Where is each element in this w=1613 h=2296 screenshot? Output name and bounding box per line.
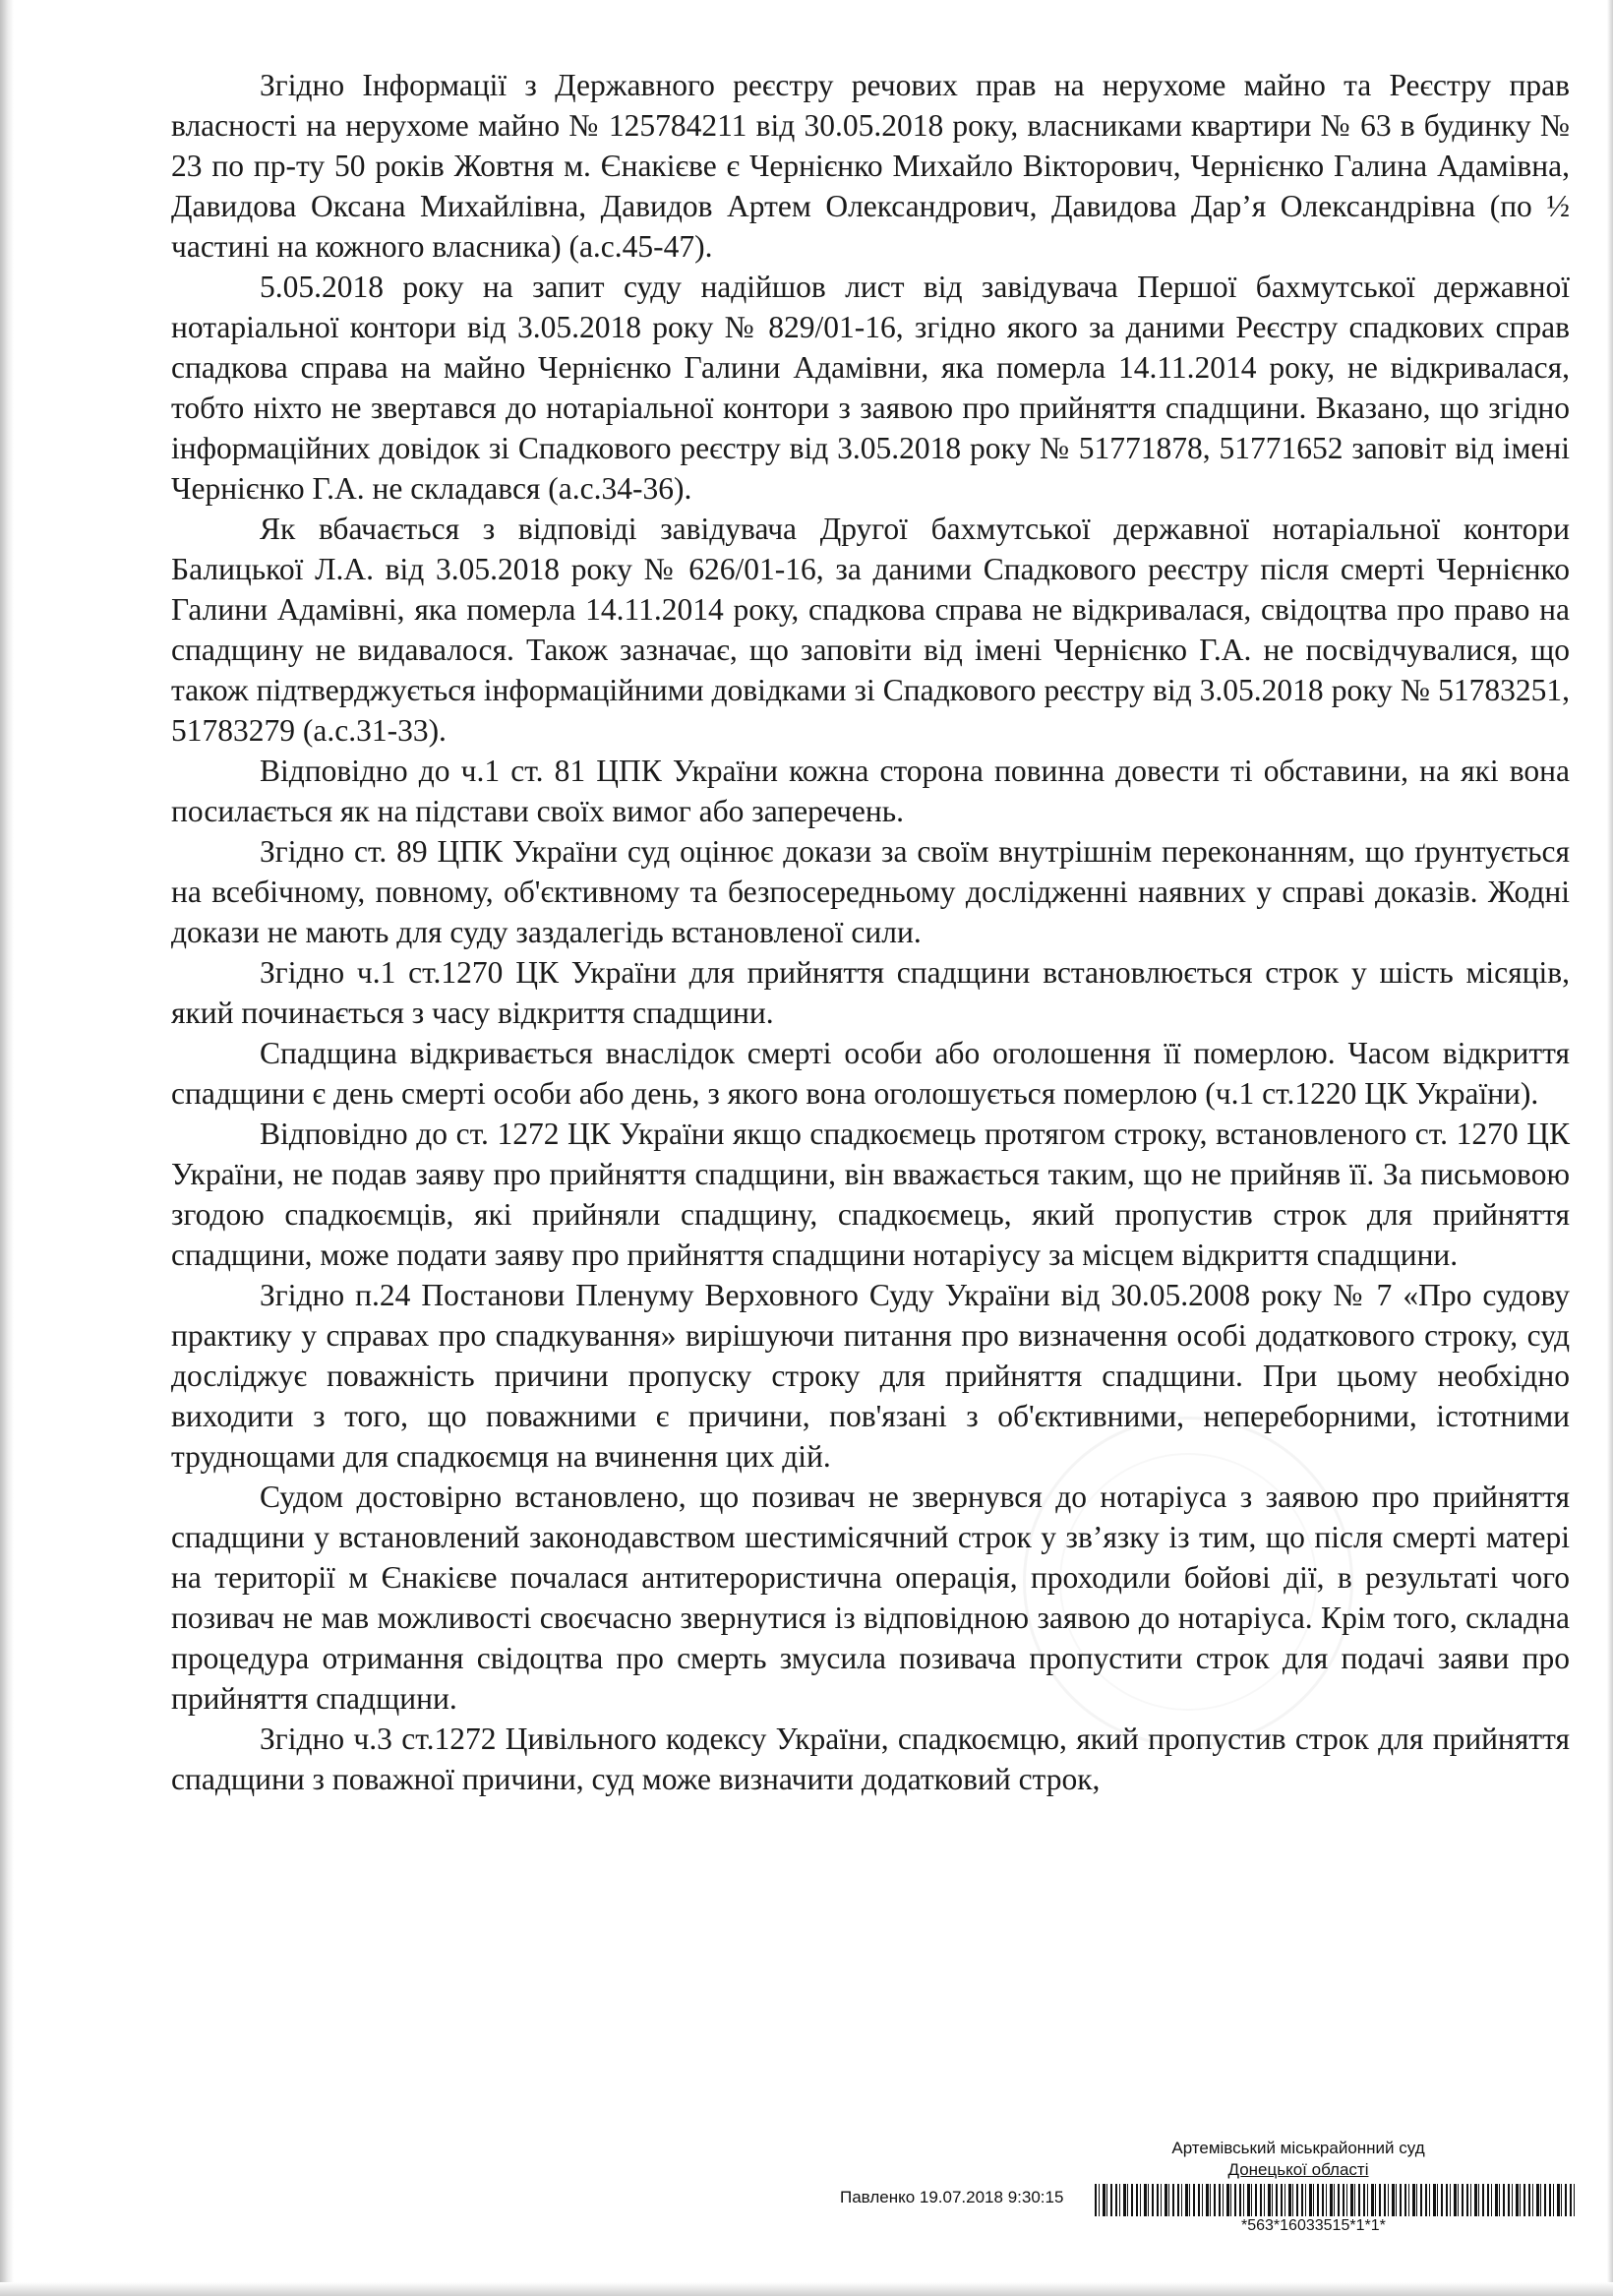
scan-page-edge (0, 0, 14, 2296)
paragraph-second-notary-reply: Як вбачається з відповіді завідувача Другої бахмутської державної нотаріальної контори Балицької Л.А. від 3.05.2018 року № 626/01-16, за даними Спадкового реєстру після смерті Чернієнко Галини Адамівні, яка померла 14.11.2014 року, спадкова справа не відкривалася, свідоцтва про право на спадщину не видавалося. Також зазначає, що заповіти від імені Чернієнко Г.А. не посвідчувалися, що також підтверджується інформаційними довідками зі Спадкового реєстру від 3.05.2018 року № 51783251, 51783279 (а.с.31-33). (171, 512, 1570, 748)
court-name-line: Артемівський міськрайонний суд (1171, 2139, 1425, 2157)
court-name-stamp (1082, 2138, 1515, 2181)
scan-page-edge (0, 2282, 1613, 2296)
barcode-number: *563*16033515*1*1* (1241, 2217, 1386, 2234)
paragraph-opening-of-inheritance: Спадщина відкривається внаслідок смерті особи або оголошення її померлою. Часом відкриття спадщини є день смерті особи або день, з якого вона оголошується померлою (ч.1 ст.1220 ЦК України). (171, 1036, 1570, 1111)
scan-page-edge (1607, 0, 1613, 2296)
paragraph-art1270-cc: Згідно ч.1 ст.1270 ЦК України для прийняття спадщини встановлюється строк у шість місяців, який починається з часу відкриття спадщини. (171, 955, 1570, 1030)
paragraph-art1272-cc: Відповідно до ст. 1272 ЦК України якщо спадкоємець протягом строку, встановленого ст. 1270 ЦК України, не подав заяву про прийняття спадщини, він вважається таким, що не прийняв її. За письмовою згодою спадкоємців, які прийняли спадщину, спадкоємець, який пропустив строк для прийняття спадщини, може подати заяву про прийняття спадщини нотаріусу за місцем відкриття спадщини. (171, 1117, 1570, 1272)
paragraph-plenum-resolution: Згідно п.24 Постанови Пленуму Верховного Суду України від 30.05.2008 року № 7 «Про судову практику у справах про спадкування» вирішуючи питання про визначення особі додаткового строку, суд досліджує поважність причини пропуску строку для прийняття спадщини. При цьому необхідно виходити з того, що поважними є причини, пов'язані з об'єктивними, непереборними, істотними труднощами для спадкоємця на вчинення цих дій. (171, 1278, 1570, 1474)
paragraph-registry-owners: Згідно Інформації з Державного реєстру речових прав на нерухоме майно та Реєстру прав власності на нерухоме майно № 125784211 від 30.05.2018 року, власниками квартири № 63 в будинку № 23 по пр-ту 50 років Жовтня м. Єнакієве є Чернієнко Михайло Вікторович, Чернієнко Галина Адамівна, Давидова Оксана Михайлівна, Давидов Артем Олександрович, Давидова Дар’я Олександрівна (по ½ частині на кожного власника) (а.с.45-47). (171, 68, 1570, 264)
paragraph-art1272-part3: Згідно ч.3 ст.1272 Цивільного кодексу України, спадкоємцю, який пропустив строк для прийняття спадщини з поважної причини, суд може визначити додатковий строк, (171, 1722, 1570, 1796)
paragraph-art81-cpc: Відповідно до ч.1 ст. 81 ЦПК України кожна сторона повинна довести ті обставини, на які вона посилається як на підстави своїх вимог або заперечень. (171, 754, 1570, 828)
paragraph-first-notary-reply: 5.05.2018 року на запит суду надійшов лист від завідувача Першої бахмутської державної нотаріальної контори від 3.05.2018 року № 829/01-16, згідно якого за даними Реєстру спадкових справ спадкова справа на майно Чернієнко Галини Адамівни, яка померла 14.11.2014 року, не відкривалася, тобто ніхто не звертався до нотаріальної контори з заявою про прийняття спадщини. Вказано, що згідно інформаційних довідок зі Спадкового реєстру від 3.05.2018 року № 51771878, 51771652 заповіт від імені Чернієнко Г.А. не складався (а.с.34-36). (171, 270, 1570, 506)
document-body (171, 65, 1570, 1799)
paragraph-court-findings: Судом достовірно встановлено, що позивач не звернувся до нотаріуса з заявою про прийняття спадщини у встановлений законодавством шестимісячний строк у зв’язку із тим, що після смерті матері на території м Єнакієве почалася антитерористична операція, проходили бойові дії, в результаті чого позивач не мав можливості своєчасно звернутися із відповідною заявою до нотаріуса. Крім того, складна процедура отримання свідоцтва про смерть змусила позивача пропустити строк для подачі заяви про прийняття спадщини. (171, 1480, 1570, 1716)
document-barcode (1095, 2184, 1577, 2216)
registration-stamp: Павленко 19.07.2018 9:30:15 (840, 2188, 1064, 2206)
court-region-line: Донецької області (1227, 2160, 1369, 2179)
paragraph-art89-cpc: Згідно ст. 89 ЦПК України суд оцінює докази за своїм внутрішнім переконанням, що ґрунтується на всебічному, повному, об'єктивному та безпосередньому дослідженні наявних у справі доказів. Жодні докази не мають для суду заздалегідь встановленої сили. (171, 834, 1570, 949)
